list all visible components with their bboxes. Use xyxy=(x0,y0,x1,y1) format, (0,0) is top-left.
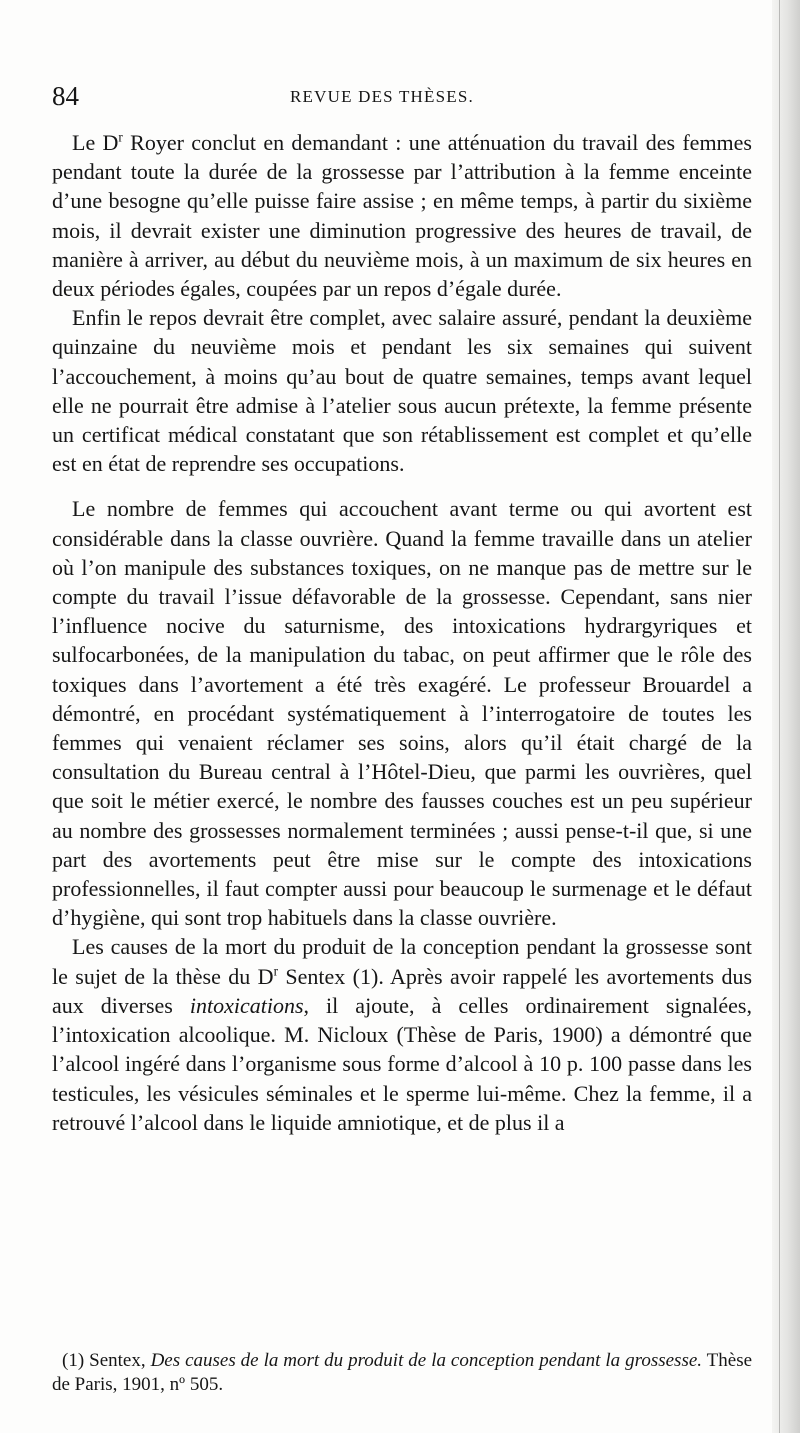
page-edge-line xyxy=(779,0,780,1433)
superscript: r xyxy=(273,963,278,979)
superscript: r xyxy=(118,129,123,145)
text-run: Royer conclut en demandant : une atténuation du travail des femmes pendant toute la durée de la grossesse par l’attribution à la femme enceinte d’une besogne qu’elle puisse faire assise ; en même temps, à partir du sixième mois, il devrait exister une diminution progressive des heures de travail, de manière à arriver, au début du neuvième mois, à un maximum de six heures en deux périodes égales, coupées par un repos d’égale durée. xyxy=(52,130,752,302)
text-run: Le D xyxy=(72,130,119,155)
text-run: Sentex (1). Après avoir rappelé les avortements dus aux diverses xyxy=(52,963,752,1018)
text-run: Le nombre de femmes qui accouchent avant terme ou qui avortent est considérable dans la classe ouvrière. Quand la femme travaille dans un atelier où l’on manipule des substances toxiques, on ne manque pas de mettre sur le compte du travail l’issue défavorable de la grossesse. Cependant, sans nier l’influence nocive du saturnisme, des intoxications hydrargyriques et sulfocarbonées, de la manipulation du tabac, on peut affirmer que le rôle des toxiques dans l’avortement a été très exagéré. Le professeur Brouardel a démontré, en procédant systématiquement à l’interrogatoire de toutes les femmes qui venaient réclamer ses soins, alors qu’il était chargé de la consultation du Bureau central à l’Hôtel-Dieu, que parmi les ouvrières, quel que soit le métier exercé, le nombre des fausses couches est un peu supérieur au nombre des grossesses normalement terminées ; aussi pense-t-il que, si une part des avortements peut être mise sur le compte des intoxications professionnelles, il faut compter aussi pour beaucoup le surmenage et le défaut d’hygiène, qui sont trop habituels dans la classe ouvrière. xyxy=(52,496,752,931)
footnote-title: Des causes de la mort du produit de la conception pendant la grossesse. xyxy=(150,1350,703,1371)
running-head: REVUE DES THÈSES. xyxy=(290,87,474,106)
page-header xyxy=(52,80,752,112)
paragraph xyxy=(52,494,752,932)
paragraph xyxy=(52,303,752,478)
page-number: 84 xyxy=(52,81,79,111)
paragraph xyxy=(52,932,752,1136)
italic-text: intoxications xyxy=(189,992,304,1018)
body-text xyxy=(52,128,752,1137)
footnote xyxy=(52,1349,752,1397)
text-run: , il ajoute, à celles ordinairement signalées, l’intoxication alcoolique. M. Nicloux (Thèse de Paris, 1900) a démontré que l’alcool ingéré dans l’organisme sous forme d’alcool à 10 p. 100 passe dans les testicules, les vésicules séminales et le sperme lui-même. Chez la femme, il a retrouvé l’alcool dans le liquide amniotique, et de plus il a xyxy=(52,992,752,1135)
footnote-author: Sentex, xyxy=(89,1350,146,1371)
page-edge xyxy=(772,0,800,1433)
text-run: Enfin le repos devrait être complet, avec salaire assuré, pendant la deuxième quinzaine du neuvième mois et pendant les six semaines qui suivent l’accouchement, à moins qu’au bout de quatre semaines, temps avant lequel elle ne pourrait être admise à l’atelier sous aucun prétexte, la femme présente un certificat médical constatant que son rétablissement est complet et qu’elle est en état de reprendre ses occupations. xyxy=(52,305,752,477)
text-run: Les causes de la mort du produit de la conception pendant la grossesse sont le sujet de la thèse du D xyxy=(52,934,752,989)
footnote-reference: Thèse de Paris, 1901, nº 505. xyxy=(52,1350,753,1395)
footnote-marker: (1) xyxy=(62,1350,85,1371)
paragraph xyxy=(52,128,752,303)
